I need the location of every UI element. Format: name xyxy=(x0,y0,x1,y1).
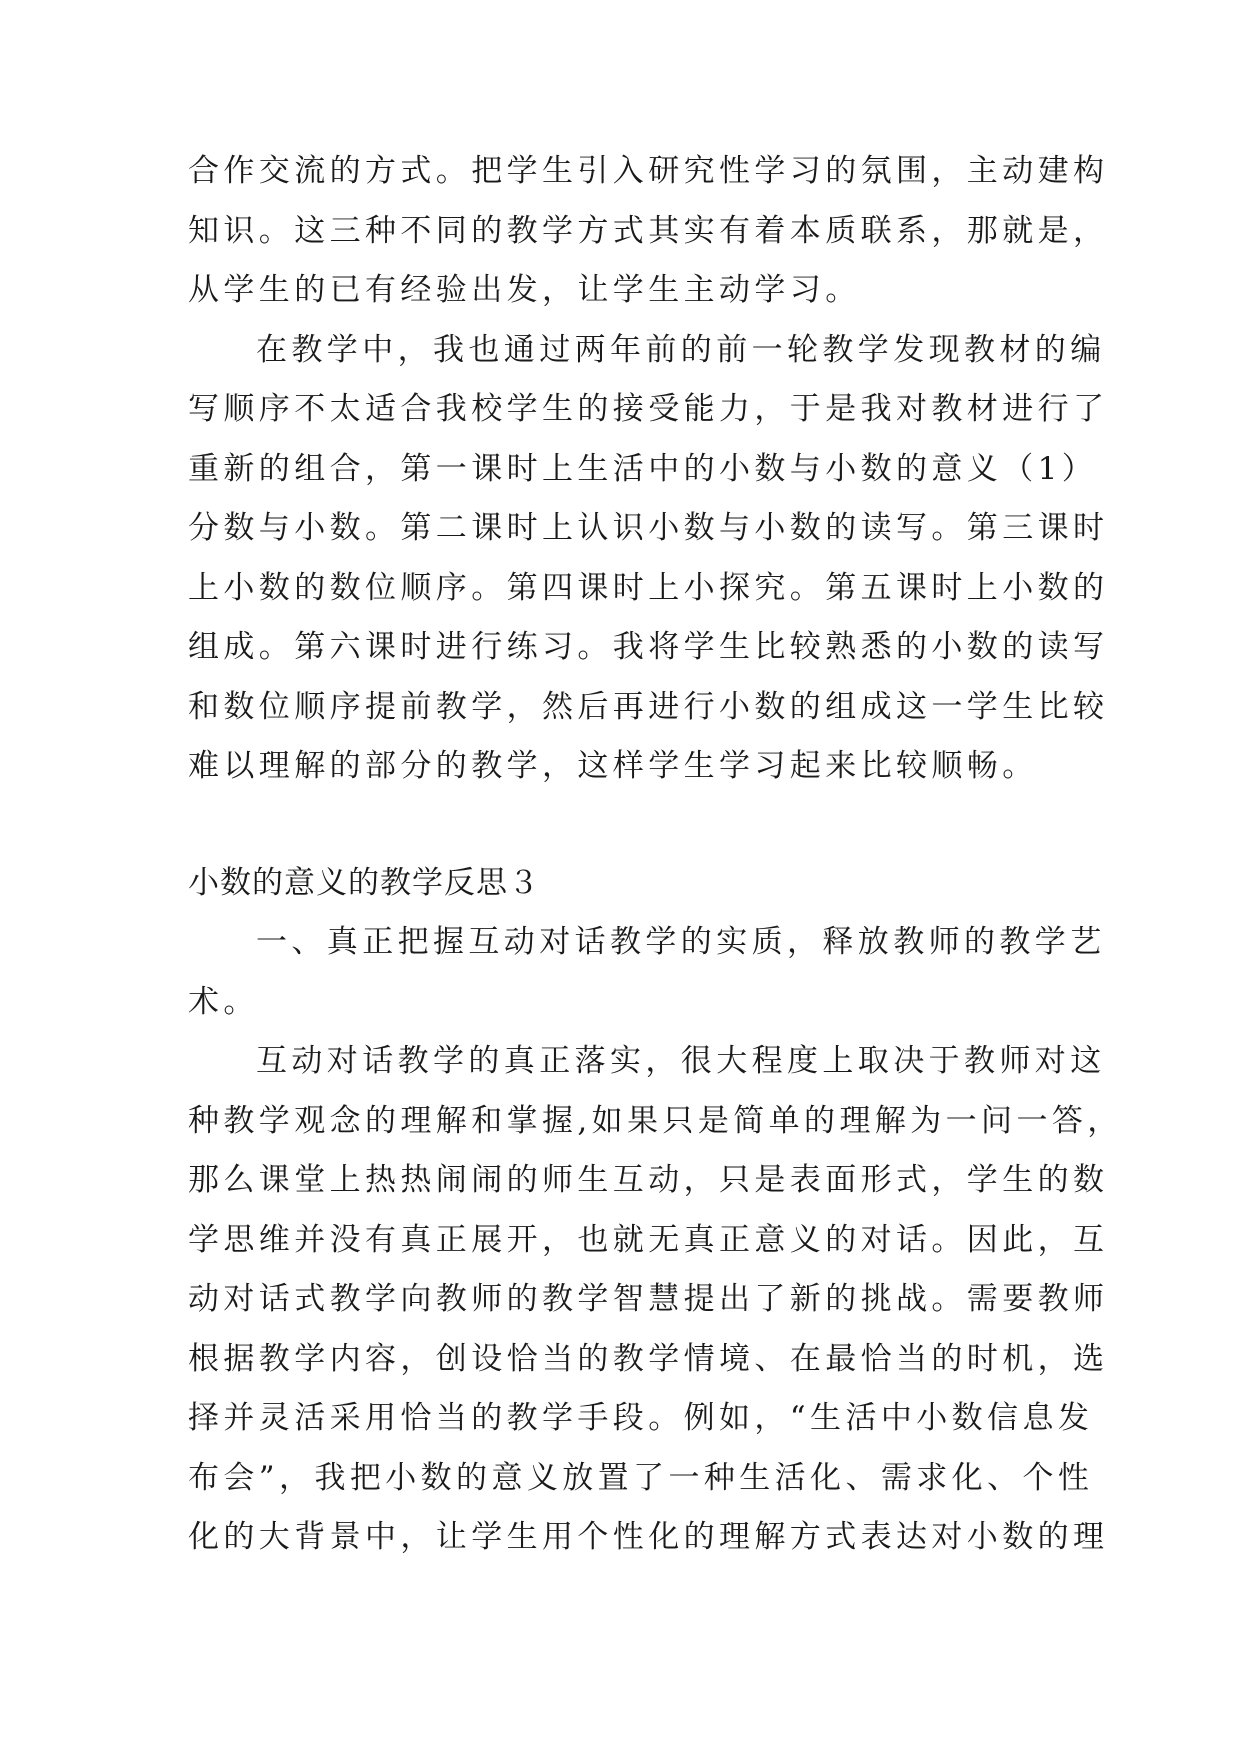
text-line: 知识。这三种不同的教学方式其实有着本质联系，那就是， xyxy=(188,213,1109,249)
text-line: 在教学中，我也通过两年前的前一轮教学发现教材的编 xyxy=(256,332,1106,368)
text-line: 组成。第六课时进行练习。我将学生比较熟悉的小数的读写 xyxy=(188,629,1109,665)
text-line: 种教学观念的理解和掌握,如果只是简单的理解为一问一答， xyxy=(188,1103,1123,1139)
text-line: 重新的组合，第一课时上生活中的小数与小数的意义（1） xyxy=(188,451,1098,487)
text-line: 一、真正把握互动对话教学的实质，释放教师的教学艺 xyxy=(256,924,1106,960)
text-line: 那么课堂上热热闹闹的师生互动，只是表面形式，学生的数 xyxy=(188,1162,1109,1198)
text-line: 互动对话教学的真正落实，很大程度上取决于教师对这 xyxy=(256,1043,1106,1079)
text-line: 难以理解的部分的教学，这样学生学习起来比较顺畅。 xyxy=(188,748,1038,784)
text-line: 术。 xyxy=(188,984,259,1020)
section-heading: 小数的意义的教学反思３ xyxy=(188,865,540,901)
text-line: 合作交流的方式。把学生引入研究性学习的氛围，主动建构 xyxy=(188,153,1109,189)
text-line: 写顺序不太适合我校学生的接受能力，于是我对教材进行了 xyxy=(188,391,1109,427)
text-line: 和数位顺序提前教学，然后再进行小数的组成这一学生比较 xyxy=(188,689,1109,725)
text-line: 择并灵活采用恰当的教学手段。例如，“生活中小数信息发 xyxy=(188,1400,1094,1436)
text-line: 从学生的已有经验出发，让学生主动学习。 xyxy=(188,272,861,308)
text-line: 动对话式教学向教师的教学智慧提出了新的挑战。需要教师 xyxy=(188,1281,1109,1317)
text-line: 布会”，我把小数的意义放置了一种生活化、需求化、个性 xyxy=(188,1460,1094,1496)
text-line: 学思维并没有真正展开，也就无真正意义的对话。因此，互 xyxy=(188,1222,1109,1258)
text-line: 化的大背景中，让学生用个性化的理解方式表达对小数的理 xyxy=(188,1519,1109,1555)
text-line: 根据教学内容，创设恰当的教学情境、在最恰当的时机，选 xyxy=(188,1341,1109,1377)
text-line: 分数与小数。第二课时上认识小数与小数的读写。第三课时 xyxy=(188,510,1109,546)
text-line: 上小数的数位顺序。第四课时上小探究。第五课时上小数的 xyxy=(188,570,1109,606)
